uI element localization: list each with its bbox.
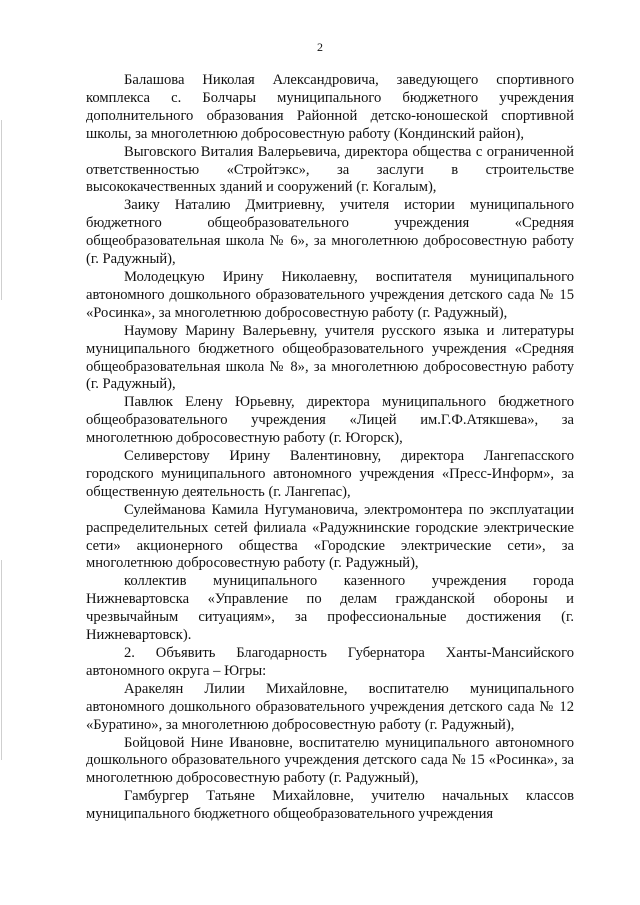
document-body bbox=[86, 72, 574, 824]
scan-edge-mark bbox=[1, 120, 2, 300]
paragraph: Балашова Николая Александровича, заведующего спортивного комплекса с. Болчары муниципального бюджетного учреждения дополнительного образования Районной детско-юношеской спортивной школы, за многолетнюю добросовестную работу (Кондинский район), bbox=[86, 72, 574, 142]
paragraph: Выговского Виталия Валерьевича, директора общества с ограниченной ответственностью «Стройтэкс», за заслуги в строительстве высококачественных зданий и сооружений (г. Когалым), bbox=[86, 143, 574, 196]
paragraph: коллектив муниципального казенного учреждения города Нижневартовска «Управление по делам гражданской обороны и чрезвычайным ситуациям», за профессиональные достижения (г. Нижневартовск). bbox=[86, 573, 574, 644]
paragraph: Гамбургер Татьяне Михайловне, учителю начальных классов муниципального бюджетного общеобразовательного учреждения bbox=[86, 788, 574, 823]
page-number: 2 bbox=[317, 40, 323, 54]
paragraph: Селиверстову Ирину Валентиновну, директора Лангепасского городского муниципального автономного учреждения «Пресс-Информ», за общественную деятельность (г. Лангепас), bbox=[86, 448, 574, 500]
paragraph: Аракелян Лилии Михайловне, воспитателю муниципального автономного дошкольного образовательного учреждения детского сада № 12 «Буратино», за многолетнюю добросовестную работу (г. Радужный), bbox=[86, 680, 574, 733]
paragraph: Наумову Марину Валерьевну, учителя русского языка и литературы муниципального бюджетного общеобразовательного учреждения «Средняя общеобразовательная школа № 8», за многолетнюю добросовестную работу (г. Радужный), bbox=[86, 322, 574, 393]
scan-edge-mark bbox=[1, 560, 2, 760]
section-heading-paragraph: 2. Объявить Благодарность Губернатора Ханты-Мансийского автономного округа – Югры: bbox=[86, 645, 574, 679]
paragraph: Заику Наталию Дмитриевну, учителя истории муниципального бюджетного общеобразовательного учреждения «Средняя общеобразовательная школа № 6», за многолетнюю добросовестную работу (г. Радужный), bbox=[86, 197, 574, 268]
paragraph: Молодецкую Ирину Николаевну, воспитателя муниципального автономного дошкольного образовательного учреждения детского сада № 15 «Росинка», за многолетнюю добросовестную работу (г. Радужный), bbox=[86, 268, 574, 321]
paragraph: Павлюк Елену Юрьевну, директора муниципального бюджетного общеобразовательного учреждения «Лицей им.Г.Ф.Атякшева», за многолетнюю добросовестную работу (г. Югорск), bbox=[86, 394, 574, 447]
paragraph: Бойцовой Нине Ивановне, воспитателю муниципального автономного дошкольного образовательного учреждения детского сада № 15 «Росинка», за многолетнюю добросовестную работу (г. Радужный), bbox=[86, 734, 574, 787]
paragraph: Сулейманова Камила Нугумановича, электромонтера по эксплуатации распределительных сетей филиала «Радужнинские городские электрические сети» акционерного общества «Городские электрические сети», за многолетнюю добросовестную работу (г. Радужный), bbox=[86, 501, 574, 572]
